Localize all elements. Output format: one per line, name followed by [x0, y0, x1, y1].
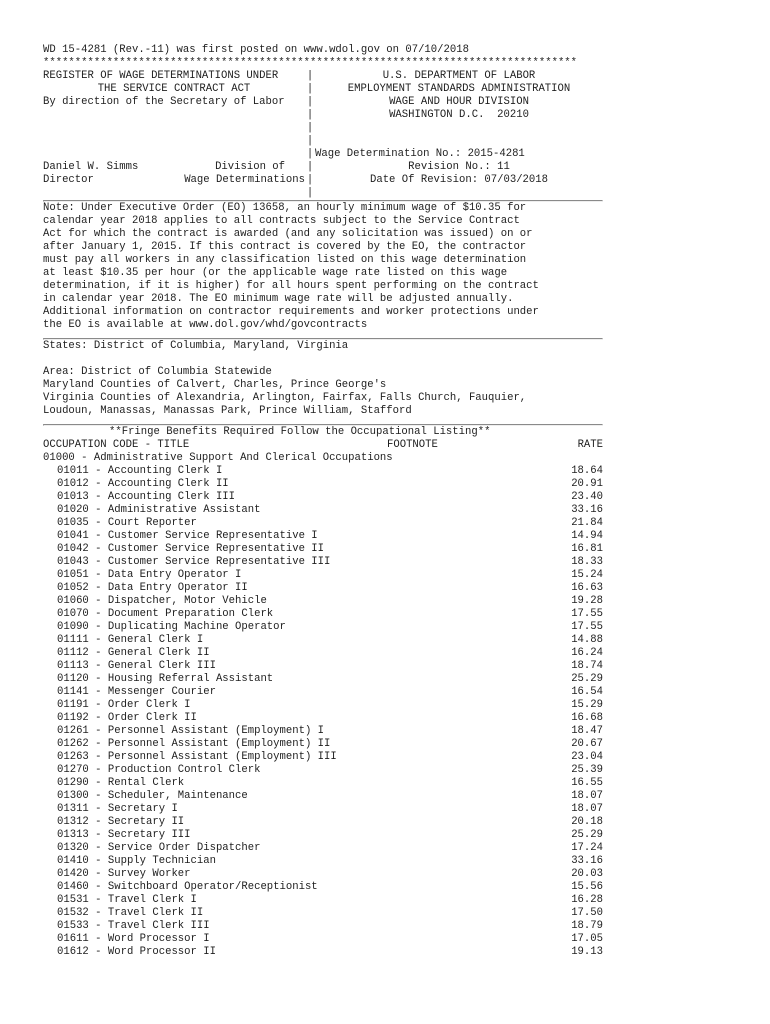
code-separator: -	[88, 686, 108, 698]
occupation-title: Word Processor II	[107, 946, 216, 958]
occupation-rate: 17.55	[571, 621, 603, 633]
code-separator: -	[88, 738, 108, 750]
code-separator: -	[88, 582, 108, 594]
wage-determination-document	[43, 44, 603, 959]
occupation-code: 01533	[57, 920, 89, 932]
occupation-rate: 18.79	[571, 920, 603, 932]
note-line: Note: Under Executive Order (EO) 13658, an hourly minimum wage of $10.35 for	[43, 202, 527, 214]
code-separator: -	[88, 777, 108, 789]
occupation-title: Document Preparation Clerk	[107, 608, 274, 620]
code-separator: -	[88, 699, 108, 711]
occupation-row	[43, 829, 603, 842]
occupation-row	[43, 660, 603, 673]
occupation-row	[43, 673, 603, 686]
occupation-rate: 15.56	[571, 881, 603, 893]
occupation-title: Customer Service Representative I	[107, 530, 318, 542]
occupation-title: Accounting Clerk II	[107, 478, 229, 490]
occupation-code: 01013	[57, 491, 89, 503]
occupation-row	[43, 946, 603, 959]
occupation-rate: 20.91	[571, 478, 603, 490]
note-line: Additional information on contractor requirements and worker protections under	[43, 306, 539, 318]
occupation-rate: 25.39	[571, 764, 603, 776]
code-separator: -	[88, 569, 108, 581]
code-separator: -	[88, 712, 108, 724]
occupation-code: 01270	[57, 764, 89, 776]
code-separator: -	[88, 751, 108, 763]
states-line: States: District of Columbia, Maryland, Virginia	[43, 340, 349, 352]
occupation-rate: 18.33	[571, 556, 603, 568]
occupation-code: 01112	[57, 647, 89, 659]
occupation-code: 01612	[57, 946, 89, 958]
occupation-row	[43, 777, 603, 790]
occupation-row	[43, 920, 603, 933]
rate-column-header: RATE	[577, 439, 603, 451]
occupation-rate: 18.64	[571, 465, 603, 477]
code-separator: -	[88, 530, 108, 542]
occupation-rate: 20.67	[571, 738, 603, 750]
asterisk-separator: ************************************************************************************	[43, 57, 578, 69]
occupation-code-title	[57, 725, 543, 738]
occupation-title: General Clerk III	[107, 660, 216, 672]
occupation-code: 01311	[57, 803, 89, 815]
note-line: determination, if it is higher) for all hours spent performing on the contract	[43, 280, 539, 292]
code-separator: -	[88, 920, 108, 932]
occupation-code: 01290	[57, 777, 89, 789]
occupation-code-title	[57, 712, 543, 725]
occupation-code: 01041	[57, 530, 89, 542]
occupation-code-title	[57, 933, 543, 946]
occupation-title: Duplicating Machine Operator	[107, 621, 286, 633]
occupation-title: General Clerk I	[107, 634, 204, 646]
occupation-code-title	[57, 894, 543, 907]
occupation-title: Personnel Assistant (Employment) I	[107, 725, 325, 737]
occupation-code-title	[57, 569, 543, 582]
occupation-title: Travel Clerk I	[107, 894, 197, 906]
occupation-code: 01611	[57, 933, 89, 945]
occupation-code-title	[57, 751, 543, 764]
occupation-title: Order Clerk I	[107, 699, 191, 711]
occupation-rate: 15.29	[571, 699, 603, 711]
occupation-code-title	[57, 465, 543, 478]
occupation-row	[43, 478, 603, 491]
note-line: must pay all workers in any classification listed on this wage determination	[43, 254, 527, 266]
occupation-rate: 18.07	[571, 790, 603, 802]
occupation-title: Word Processor I	[107, 933, 210, 945]
occupation-code-title	[57, 634, 543, 647]
occupation-code-title	[57, 699, 543, 712]
revision-number: Revision No.: 11	[408, 161, 510, 173]
division-title: WAGE AND HOUR DIVISION	[389, 96, 529, 108]
act-title: THE SERVICE CONTRACT ACT	[97, 83, 251, 95]
occupation-code-title	[57, 621, 543, 634]
occupation-row	[43, 738, 603, 751]
occupation-code-title	[57, 517, 543, 530]
occupation-code: 01120	[57, 673, 89, 685]
occupation-code: 01261	[57, 725, 89, 737]
area-line: Virginia Counties of Alexandria, Arlington, Fairfax, Falls Church, Fauquier,	[43, 392, 527, 404]
occupation-title: Messenger Courier	[107, 686, 216, 698]
occupation-code-title	[57, 647, 543, 660]
occupation-rate: 17.50	[571, 907, 603, 919]
column-header	[43, 439, 603, 452]
note-line: in calendar year 2018. The EO minimum wage rate will be adjusted annually.	[43, 293, 514, 305]
footnote-column-header: FOOTNOTE	[387, 439, 438, 451]
code-separator: -	[88, 881, 108, 893]
occupation-list	[43, 465, 603, 959]
occupation-row	[43, 725, 603, 738]
occupation-code: 01020	[57, 504, 89, 516]
occupation-title: Personnel Assistant (Employment) III	[107, 751, 337, 763]
occupation-title: Secretary III	[107, 829, 191, 841]
occupation-code: 01262	[57, 738, 89, 750]
occupation-row	[43, 569, 603, 582]
occupation-title: Accounting Clerk I	[107, 465, 223, 477]
occupation-rate: 17.05	[571, 933, 603, 945]
occupation-rate: 20.03	[571, 868, 603, 880]
occupation-column-header: OCCUPATION CODE - TITLE	[43, 439, 190, 451]
occupation-rate: 14.94	[571, 530, 603, 542]
occupation-rate: 16.28	[571, 894, 603, 906]
occupation-code: 01042	[57, 543, 89, 555]
area-line: Maryland Counties of Calvert, Charles, Prince George's	[43, 379, 387, 391]
occupation-title: Travel Clerk III	[107, 920, 210, 932]
occupation-row	[43, 816, 603, 829]
occupation-title: Switchboard Operator/Receptionist	[107, 881, 318, 893]
code-separator: -	[88, 673, 108, 685]
code-separator: -	[88, 465, 108, 477]
occupation-code-title	[57, 777, 543, 790]
code-separator: -	[88, 803, 108, 815]
occupation-code: 01111	[57, 634, 89, 646]
occupation-title: Dispatcher, Motor Vehicle	[107, 595, 267, 607]
header-right	[315, 70, 603, 200]
eo-note	[43, 202, 603, 332]
code-separator: -	[88, 725, 108, 737]
occupation-row	[43, 556, 603, 569]
signer-title: Director	[43, 174, 94, 186]
occupation-code-title	[57, 920, 543, 933]
occupation-rate: 16.24	[571, 647, 603, 659]
occupation-title: Production Control Clerk	[107, 764, 261, 776]
occupation-row	[43, 530, 603, 543]
occupation-code: 01460	[57, 881, 89, 893]
occupation-rate: 16.54	[571, 686, 603, 698]
occupation-code: 01312	[57, 816, 89, 828]
occupation-code: 01410	[57, 855, 89, 867]
occupation-row	[43, 790, 603, 803]
occupation-row	[43, 803, 603, 816]
code-separator: -	[88, 764, 108, 776]
city-line: WASHINGTON D.C. 20210	[389, 109, 529, 121]
occupation-rate: 25.29	[571, 673, 603, 685]
occupation-title: Administrative Assistant	[107, 504, 261, 516]
note-line: calendar year 2018 applies to all contracts subject to the Service Contract	[43, 215, 520, 227]
code-separator: -	[88, 855, 108, 867]
signer-name: Daniel W. Simms	[43, 161, 139, 173]
occupation-row	[43, 868, 603, 881]
header-block	[43, 70, 603, 200]
occupation-row	[43, 582, 603, 595]
occupation-code-title	[57, 868, 543, 881]
occupation-rate: 19.13	[571, 946, 603, 958]
division-label: Division of	[215, 161, 285, 173]
note-line: at least $10.35 per hour (or the applicable wage rate listed on this wage	[43, 267, 508, 279]
occupation-code-title	[57, 855, 543, 868]
occupation-code: 01420	[57, 868, 89, 880]
occupation-rate: 16.55	[571, 777, 603, 789]
occupation-code: 01300	[57, 790, 89, 802]
occupation-code-title	[57, 907, 543, 920]
occupation-code: 01192	[57, 712, 89, 724]
occupation-row	[43, 907, 603, 920]
code-separator: -	[88, 556, 108, 568]
occupation-rate: 16.68	[571, 712, 603, 724]
occupation-rate: 33.16	[571, 855, 603, 867]
occupation-rate: 18.47	[571, 725, 603, 737]
occupation-code: 01320	[57, 842, 89, 854]
occupation-code: 01060	[57, 595, 89, 607]
occupation-row	[43, 881, 603, 894]
occupation-title: Rental Clerk	[107, 777, 185, 789]
occupation-title: Service Order Dispatcher	[107, 842, 261, 854]
code-separator: -	[88, 608, 108, 620]
note-line: after January 1, 2015. If this contract is covered by the EO, the contractor	[43, 241, 527, 253]
occupation-rate: 17.24	[571, 842, 603, 854]
occupation-code: 01191	[57, 699, 89, 711]
code-separator: -	[88, 647, 108, 659]
occupation-title: Travel Clerk II	[107, 907, 204, 919]
occupation-code-title	[57, 543, 543, 556]
wd-number: Wage Determination No.: 2015-4281	[315, 148, 525, 160]
occupation-code-title	[57, 595, 543, 608]
occupation-code-title	[57, 660, 543, 673]
code-separator: -	[88, 517, 108, 529]
occupation-row	[43, 712, 603, 725]
occupation-code: 01263	[57, 751, 89, 763]
occupation-code-title	[57, 491, 543, 504]
occupation-code-title	[57, 842, 543, 855]
occupation-rate: 23.40	[571, 491, 603, 503]
note-line: the EO is available at www.dol.gov/whd/govcontracts	[43, 319, 368, 331]
occupation-title: Data Entry Operator II	[107, 582, 248, 594]
occupation-row	[43, 491, 603, 504]
occupation-code-title	[57, 764, 543, 777]
occupation-code: 01011	[57, 465, 89, 477]
occupation-rate: 14.88	[571, 634, 603, 646]
direction-line: By direction of the Secretary of Labor	[43, 96, 285, 108]
revision-date: Date Of Revision: 07/03/2018	[369, 174, 548, 186]
occupation-row	[43, 764, 603, 777]
code-separator: -	[88, 946, 108, 958]
admin-name: EMPLOYMENT STANDARDS ADMINISTRATION	[347, 83, 571, 95]
occupation-code: 01532	[57, 907, 89, 919]
occupation-rate: 19.28	[571, 595, 603, 607]
occupation-code-title	[57, 803, 543, 816]
occupation-row	[43, 543, 603, 556]
occupation-code-title	[57, 582, 543, 595]
occupation-code-title	[57, 816, 543, 829]
occupation-rate: 25.29	[571, 829, 603, 841]
occupation-code-title	[57, 530, 543, 543]
occupation-title: General Clerk II	[107, 647, 210, 659]
occupation-code: 01035	[57, 517, 89, 529]
code-separator: -	[88, 543, 108, 555]
area-block	[43, 366, 603, 418]
code-separator: -	[88, 829, 108, 841]
occupation-code: 01012	[57, 478, 89, 490]
occupation-title: Customer Service Representative III	[107, 556, 331, 568]
occupation-rate: 17.55	[571, 608, 603, 620]
occupation-rate: 20.18	[571, 816, 603, 828]
occupation-code: 01051	[57, 569, 89, 581]
code-separator: -	[88, 634, 108, 646]
occupation-rate: 15.24	[571, 569, 603, 581]
occupation-title: Personnel Assistant (Employment) II	[107, 738, 331, 750]
occupation-code: 01052	[57, 582, 89, 594]
occupation-code: 01141	[57, 686, 89, 698]
occupation-code-title	[57, 504, 543, 517]
code-separator: -	[88, 933, 108, 945]
occupation-rate: 23.04	[571, 751, 603, 763]
register-title: REGISTER OF WAGE DETERMINATIONS UNDER	[43, 70, 279, 82]
occupation-group-title: 01000 - Administrative Support And Clerical Occupations	[43, 452, 393, 464]
occupation-row	[43, 634, 603, 647]
occupation-row	[43, 608, 603, 621]
occupation-rate: 16.81	[571, 543, 603, 555]
code-separator: -	[88, 595, 108, 607]
occupation-row	[43, 855, 603, 868]
signer-row-1	[43, 161, 305, 174]
code-separator: -	[88, 621, 108, 633]
occupation-row	[43, 686, 603, 699]
occupation-title: Housing Referral Assistant	[107, 673, 274, 685]
code-separator: -	[88, 478, 108, 490]
occupation-row	[43, 699, 603, 712]
occupation-row	[43, 751, 603, 764]
code-separator: -	[88, 491, 108, 503]
occupation-title: Secretary II	[107, 816, 185, 828]
header-left	[43, 70, 305, 200]
occupation-row	[43, 647, 603, 660]
occupation-title: Secretary I	[107, 803, 178, 815]
occupation-rate: 21.84	[571, 517, 603, 529]
fringe-note: **Fringe Benefits Required Follow the Occupational Listing**	[109, 426, 491, 438]
occupation-code: 01531	[57, 894, 89, 906]
posted-line: WD 15-4281 (Rev.-11) was first posted on www.wdol.gov on 07/10/2018	[43, 44, 469, 56]
header-divider: | | | | | | | | | |	[306, 70, 314, 199]
code-separator: -	[88, 660, 108, 672]
occupation-title: Scheduler, Maintenance	[107, 790, 248, 802]
occupation-row	[43, 595, 603, 608]
signer-row-2	[43, 174, 305, 187]
occupation-code-title	[57, 738, 543, 751]
occupation-rate: 16.63	[571, 582, 603, 594]
occupation-rate: 33.16	[571, 504, 603, 516]
code-separator: -	[88, 842, 108, 854]
code-separator: -	[88, 504, 108, 516]
occupation-title: Supply Technician	[107, 855, 216, 867]
occupation-code-title	[57, 673, 543, 686]
code-separator: -	[88, 816, 108, 828]
occupation-title: Court Reporter	[107, 517, 197, 529]
occupation-code-title	[57, 608, 543, 621]
note-line: Act for which the contract is awarded (and any solicitation was issued) on or	[43, 228, 533, 240]
occupation-code-title	[57, 478, 543, 491]
occupation-title: Accounting Clerk III	[107, 491, 236, 503]
occupation-row	[43, 894, 603, 907]
occupation-code-title	[57, 686, 543, 699]
code-separator: -	[88, 894, 108, 906]
occupation-rate: 18.74	[571, 660, 603, 672]
occupation-code-title	[57, 946, 543, 959]
occupation-code: 01113	[57, 660, 89, 672]
occupation-row	[43, 504, 603, 517]
occupation-code: 01313	[57, 829, 89, 841]
code-separator: -	[88, 790, 108, 802]
occupation-code: 01043	[57, 556, 89, 568]
occupation-row	[43, 933, 603, 946]
occupation-title: Survey Worker	[107, 868, 191, 880]
code-separator: -	[88, 868, 108, 880]
occupation-code: 01090	[57, 621, 89, 633]
area-line: Loudoun, Manassas, Manassas Park, Prince William, Stafford	[43, 405, 412, 417]
code-separator: -	[88, 907, 108, 919]
occupation-code-title	[57, 556, 543, 569]
division-name: Wage Determinations	[184, 174, 305, 186]
occupation-row	[43, 842, 603, 855]
dept-name: U.S. DEPARTMENT OF LABOR	[382, 70, 536, 82]
occupation-title: Data Entry Operator I	[107, 569, 242, 581]
occupation-code-title	[57, 790, 543, 803]
occupation-row	[43, 465, 603, 478]
occupation-row	[43, 517, 603, 530]
occupation-title: Customer Service Representative II	[107, 543, 325, 555]
occupation-code: 01070	[57, 608, 89, 620]
area-line: Area: District of Columbia Statewide	[43, 366, 272, 378]
occupation-rate: 18.07	[571, 803, 603, 815]
occupation-row	[43, 621, 603, 634]
occupation-code-title	[57, 829, 543, 842]
occupation-code-title	[57, 881, 543, 894]
occupation-title: Order Clerk II	[107, 712, 197, 724]
